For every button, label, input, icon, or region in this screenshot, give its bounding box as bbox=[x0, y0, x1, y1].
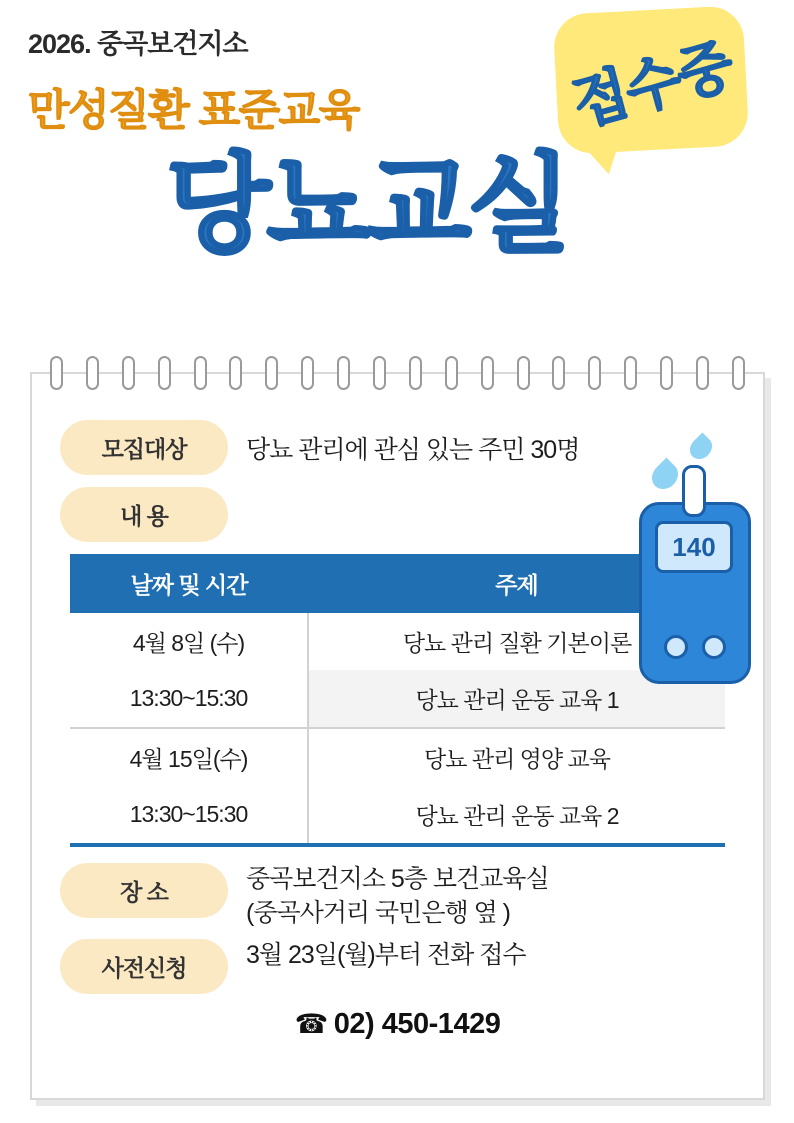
apply-text: 3월 23일(월)부터 전화 접수 bbox=[246, 940, 526, 969]
poster-subtitle: 만성질환 표준교육 bbox=[28, 87, 359, 135]
phone-line bbox=[60, 1008, 735, 1041]
poster-kicker: 2026. 중곡보건지소 bbox=[28, 29, 248, 59]
status-badge-label: 접수중 bbox=[565, 32, 740, 138]
apply-row bbox=[60, 939, 735, 994]
place-row bbox=[60, 863, 735, 931]
binding-ring-icon bbox=[445, 356, 458, 390]
meter-button-icon bbox=[702, 635, 726, 659]
binding-ring-icon bbox=[732, 356, 745, 390]
glucose-meter-reading: 140 bbox=[655, 521, 733, 573]
table-row bbox=[70, 728, 725, 786]
cell-topic: 당뇨 관리 운동 교육 1 bbox=[308, 670, 725, 728]
content-label: 내 용 bbox=[60, 487, 228, 542]
place-text bbox=[246, 863, 549, 931]
binding-ring-icon bbox=[301, 356, 314, 390]
target-row bbox=[60, 420, 735, 475]
cell-date: 13:30~15:30 bbox=[70, 786, 308, 843]
status-badge bbox=[552, 5, 749, 155]
binding-ring-icon bbox=[624, 356, 637, 390]
glucose-meter-buttons bbox=[642, 635, 748, 659]
cell-topic: 당뇨 관리 질환 기본이론 bbox=[402, 630, 632, 656]
spiral-binding bbox=[32, 356, 763, 392]
target-label: 모집대상 bbox=[60, 420, 228, 475]
binding-ring-icon bbox=[660, 356, 673, 390]
binding-ring-icon bbox=[229, 356, 242, 390]
cell-date: 4월 15일(수) bbox=[70, 728, 308, 786]
table-bottom-rule bbox=[70, 843, 725, 847]
cell-date: 13:30~15:30 bbox=[70, 670, 308, 728]
place-label: 장 소 bbox=[60, 863, 228, 918]
target-text: 당뇨 관리에 관심 있는 주민 30명 bbox=[246, 435, 580, 464]
column-header-topic: 주제 bbox=[308, 554, 725, 613]
cell-date: 4월 8일 (수) bbox=[70, 613, 308, 670]
place-line-1: 중곡보건지소 5층 보건교육실 bbox=[246, 865, 549, 893]
meter-button-icon bbox=[664, 635, 688, 659]
test-strip-icon bbox=[682, 465, 706, 517]
binding-ring-icon bbox=[552, 356, 565, 390]
table-row bbox=[70, 613, 725, 670]
binding-ring-icon bbox=[158, 356, 171, 390]
binding-ring-icon bbox=[517, 356, 530, 390]
table-header-row bbox=[70, 554, 725, 613]
binding-ring-icon bbox=[337, 356, 350, 390]
content-row bbox=[60, 487, 735, 542]
telephone-icon: ☎ bbox=[294, 1008, 328, 1039]
column-header-date: 날짜 및 시간 bbox=[70, 554, 308, 613]
binding-ring-icon bbox=[122, 356, 135, 390]
phone-number: 02) 450-1429 bbox=[333, 1007, 501, 1040]
binding-ring-icon bbox=[588, 356, 601, 390]
binding-ring-icon bbox=[481, 356, 494, 390]
apply-label: 사전신청 bbox=[60, 939, 228, 994]
poster-title: 당뇨교실 bbox=[166, 144, 568, 265]
place-line-2: (중곡사거리 국민은행 옆 ) bbox=[246, 898, 510, 927]
table-row bbox=[70, 670, 725, 728]
info-card bbox=[30, 372, 765, 1100]
binding-ring-icon bbox=[50, 356, 63, 390]
glucose-meter-icon bbox=[639, 502, 751, 684]
table-row bbox=[70, 786, 725, 843]
binding-ring-icon bbox=[409, 356, 422, 390]
binding-ring-icon bbox=[696, 356, 709, 390]
binding-ring-icon bbox=[194, 356, 207, 390]
cell-topic: 당뇨 관리 운동 교육 2 bbox=[415, 803, 619, 829]
cell-topic: 당뇨 관리 영양 교육 bbox=[424, 746, 610, 772]
poster-header bbox=[0, 0, 794, 320]
binding-ring-icon bbox=[373, 356, 386, 390]
binding-ring-icon bbox=[86, 356, 99, 390]
binding-ring-icon bbox=[265, 356, 278, 390]
schedule-table bbox=[70, 554, 725, 843]
